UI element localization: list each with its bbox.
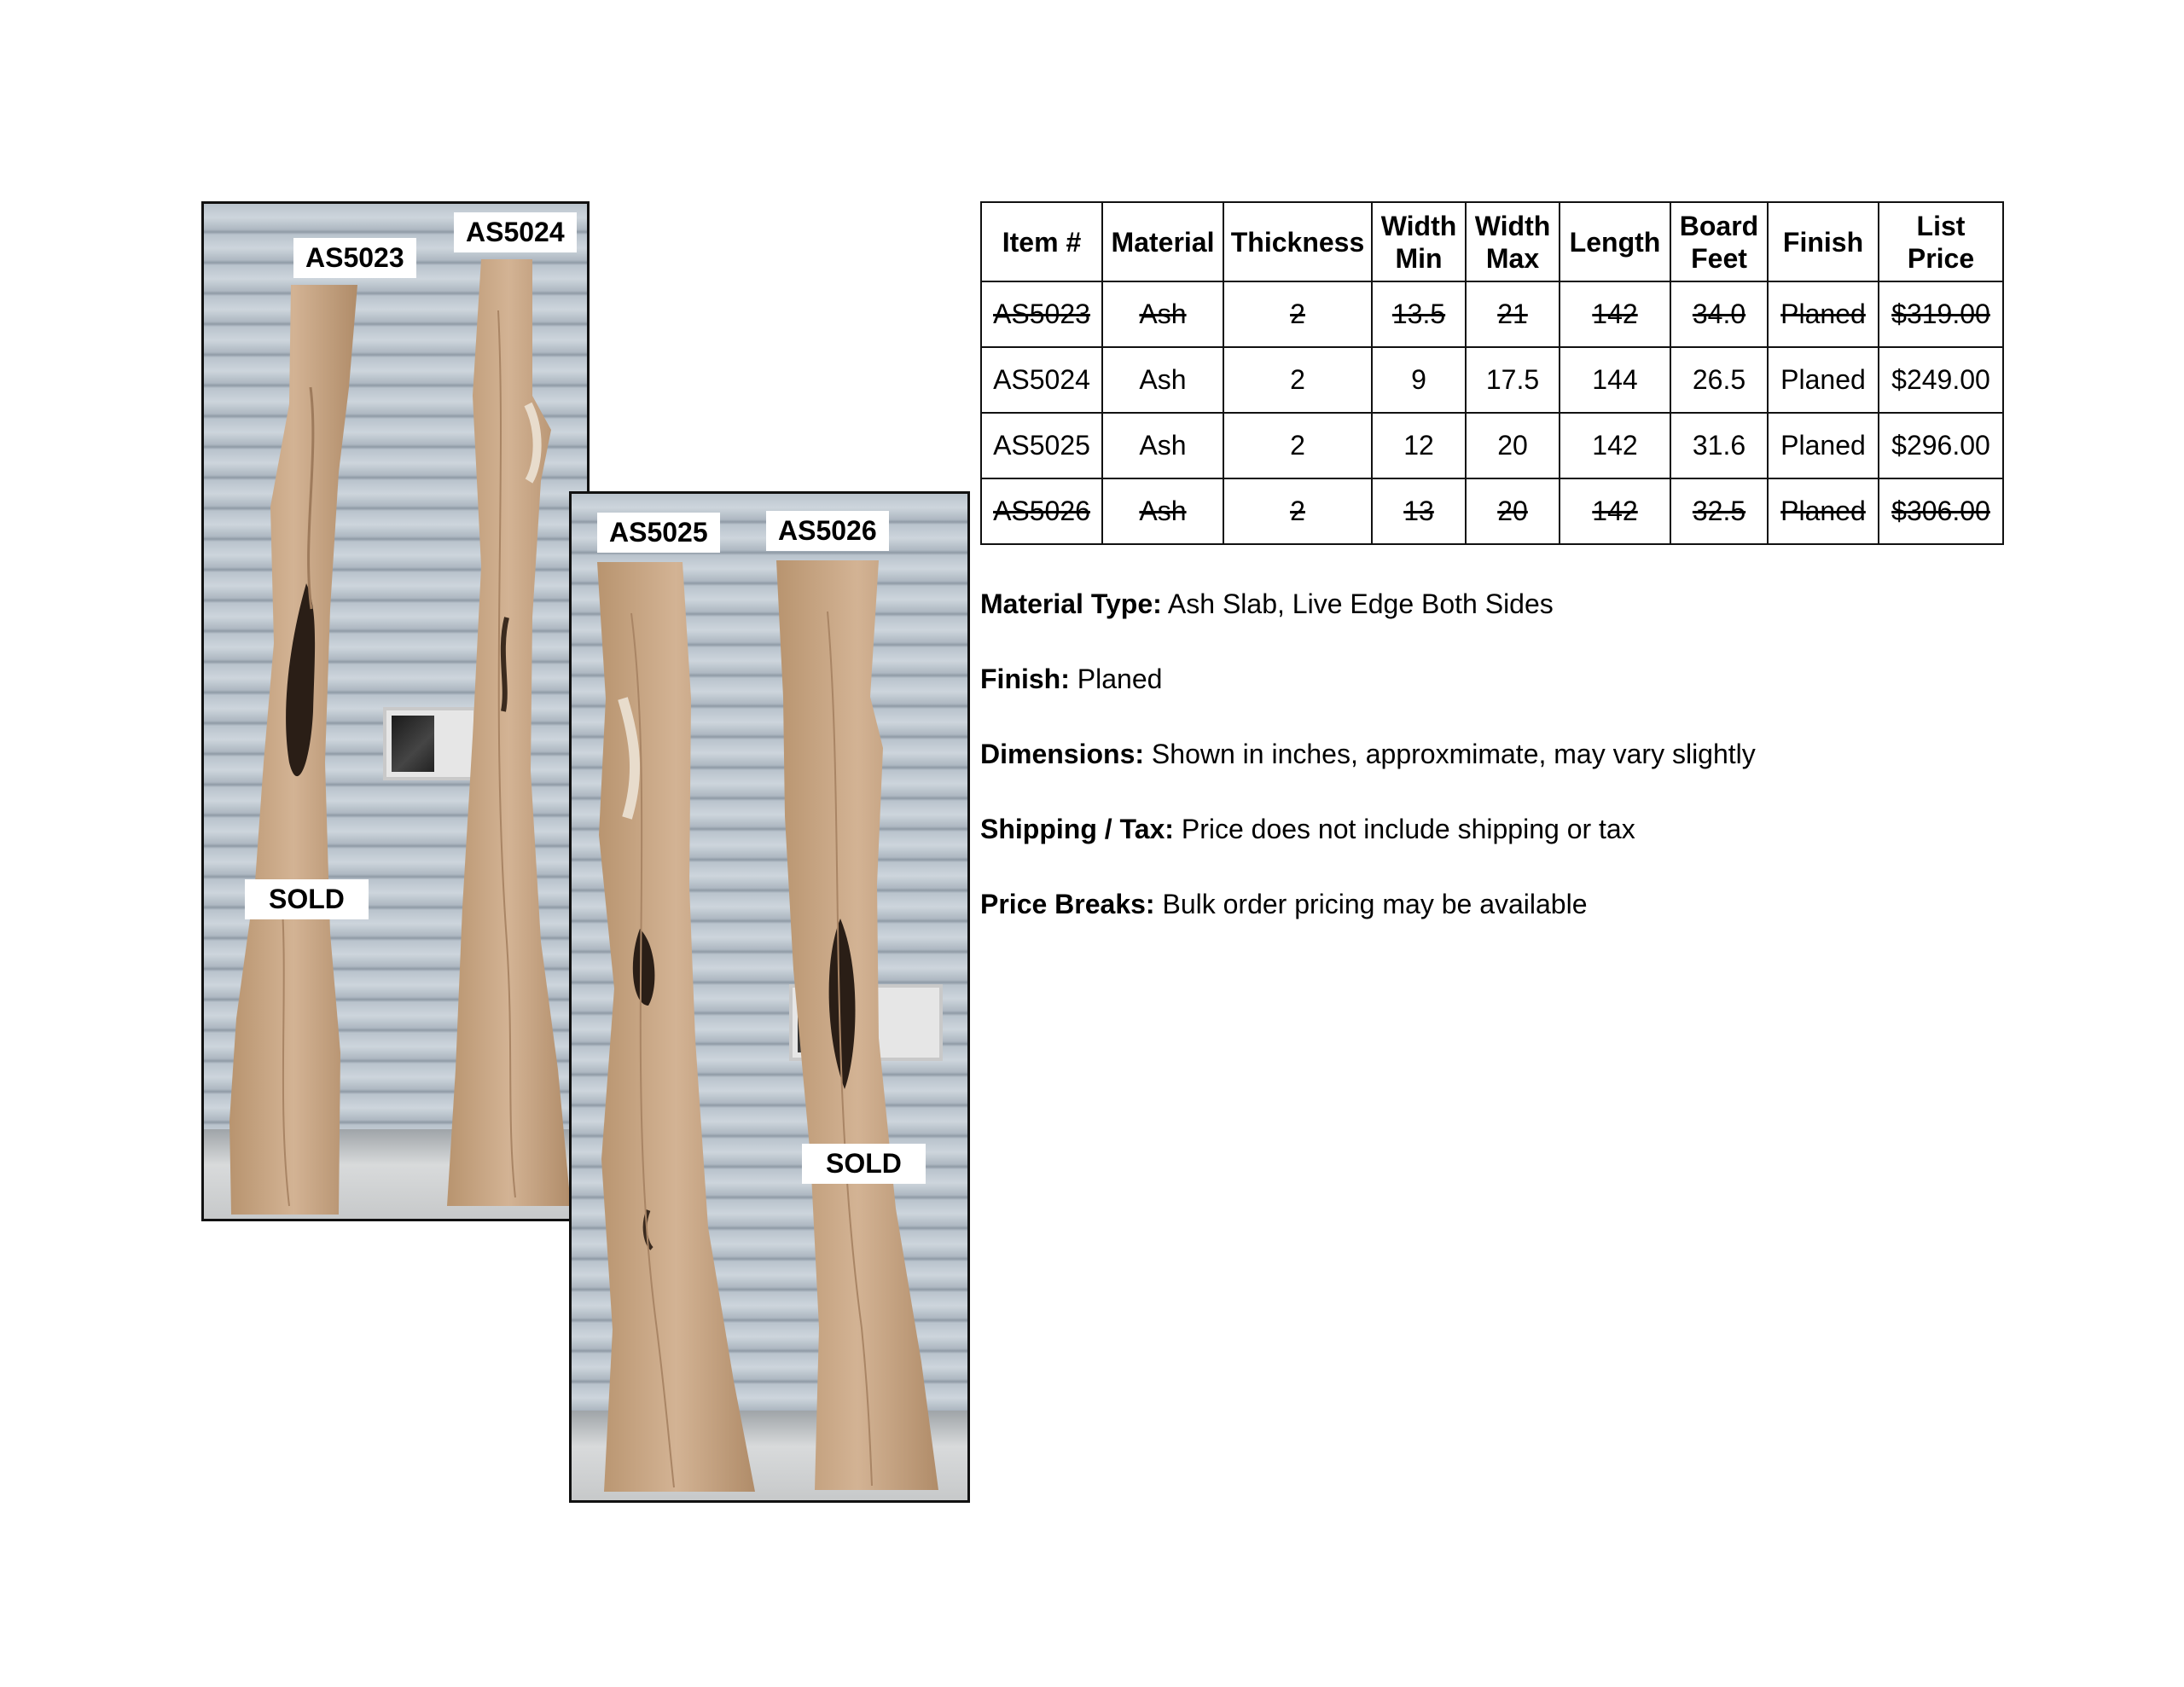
note-dimensions	[980, 737, 1756, 812]
note-text: Shown in inches, approxmimate, may vary slightly	[1151, 739, 1756, 769]
slab-as5024-image	[447, 259, 571, 1206]
table-cell: AS5026	[981, 478, 1102, 544]
table-cell: 31.6	[1670, 413, 1768, 478]
table-row	[981, 347, 2003, 413]
col-board-feet	[1670, 202, 1768, 281]
table-cell: 20	[1466, 413, 1560, 478]
table-cell: $306.00	[1879, 478, 2003, 544]
slab-as5025-image	[589, 562, 755, 1492]
table-cell: 142	[1560, 478, 1670, 544]
table-cell: Planed	[1768, 413, 1879, 478]
table-cell: 26.5	[1670, 347, 1768, 413]
note-label: Material Type:	[980, 588, 1162, 619]
table-cell: $249.00	[1879, 347, 2003, 413]
note-finish	[980, 662, 1756, 737]
table-cell: Ash	[1102, 478, 1223, 544]
col-width-min	[1372, 202, 1466, 281]
col-width-min-label: Width Min	[1380, 210, 1457, 274]
note-text: Planed	[1077, 664, 1163, 694]
note-text: Bulk order pricing may be available	[1162, 889, 1588, 919]
table-cell: 21	[1466, 281, 1560, 347]
table-cell: 2	[1223, 478, 1372, 544]
item-tag-as5024: AS5024	[454, 212, 577, 252]
table-cell: 12	[1372, 413, 1466, 478]
col-length: Length	[1560, 202, 1670, 281]
col-width-max	[1466, 202, 1560, 281]
table-cell: 32.5	[1670, 478, 1768, 544]
table-cell: 9	[1372, 347, 1466, 413]
slab-as5026-image	[776, 560, 938, 1490]
table-cell: 13	[1372, 478, 1466, 544]
table-cell: $319.00	[1879, 281, 2003, 347]
table-cell: Ash	[1102, 281, 1223, 347]
item-tag-as5023: AS5023	[293, 238, 416, 278]
col-board-feet-label: Board Feet	[1679, 210, 1759, 274]
table-cell: 2	[1223, 413, 1372, 478]
table-row	[981, 413, 2003, 478]
table-cell: 13.5	[1372, 281, 1466, 347]
table-cell: 144	[1560, 347, 1670, 413]
slab-photo-1	[201, 201, 590, 1221]
table-cell: 2	[1223, 281, 1372, 347]
table-cell: 34.0	[1670, 281, 1768, 347]
table-cell: 142	[1560, 413, 1670, 478]
note-text: Ash Slab, Live Edge Both Sides	[1167, 588, 1554, 619]
table-cell: Planed	[1768, 347, 1879, 413]
product-notes	[980, 587, 1756, 962]
table-cell: 17.5	[1466, 347, 1560, 413]
col-finish: Finish	[1768, 202, 1879, 281]
note-label: Shipping / Tax:	[980, 814, 1174, 844]
table-cell: Ash	[1102, 347, 1223, 413]
table-cell: AS5023	[981, 281, 1102, 347]
table-cell: 142	[1560, 281, 1670, 347]
note-label: Dimensions:	[980, 739, 1145, 769]
col-list-price-label: List Price	[1907, 210, 1975, 274]
col-width-max-label: Width Max	[1474, 210, 1551, 274]
note-price-breaks	[980, 887, 1756, 962]
item-tag-as5026: AS5026	[766, 511, 889, 551]
slab-photo-2	[569, 491, 970, 1503]
col-thickness: Thickness	[1223, 202, 1372, 281]
table-cell: $296.00	[1879, 413, 2003, 478]
col-item: Item #	[981, 202, 1102, 281]
slab-as5023-image	[229, 285, 357, 1215]
table-header-row	[981, 202, 2003, 281]
table-row	[981, 478, 2003, 544]
note-shipping-tax	[980, 812, 1756, 887]
table-cell: AS5024	[981, 347, 1102, 413]
col-material: Material	[1102, 202, 1223, 281]
table-cell: Planed	[1768, 478, 1879, 544]
col-list-price	[1879, 202, 2003, 281]
inventory-table	[980, 201, 2004, 545]
table-cell: 20	[1466, 478, 1560, 544]
note-label: Finish:	[980, 664, 1070, 694]
note-material-type	[980, 587, 1756, 662]
sold-label: SOLD	[802, 1144, 926, 1184]
table-row	[981, 281, 2003, 347]
table-cell: AS5025	[981, 413, 1102, 478]
item-tag-as5025: AS5025	[597, 513, 720, 553]
table-cell: 2	[1223, 347, 1372, 413]
note-label: Price Breaks:	[980, 889, 1155, 919]
table-cell: Planed	[1768, 281, 1879, 347]
table-cell: Ash	[1102, 413, 1223, 478]
note-text: Price does not include shipping or tax	[1181, 814, 1635, 844]
sold-label: SOLD	[245, 879, 369, 919]
